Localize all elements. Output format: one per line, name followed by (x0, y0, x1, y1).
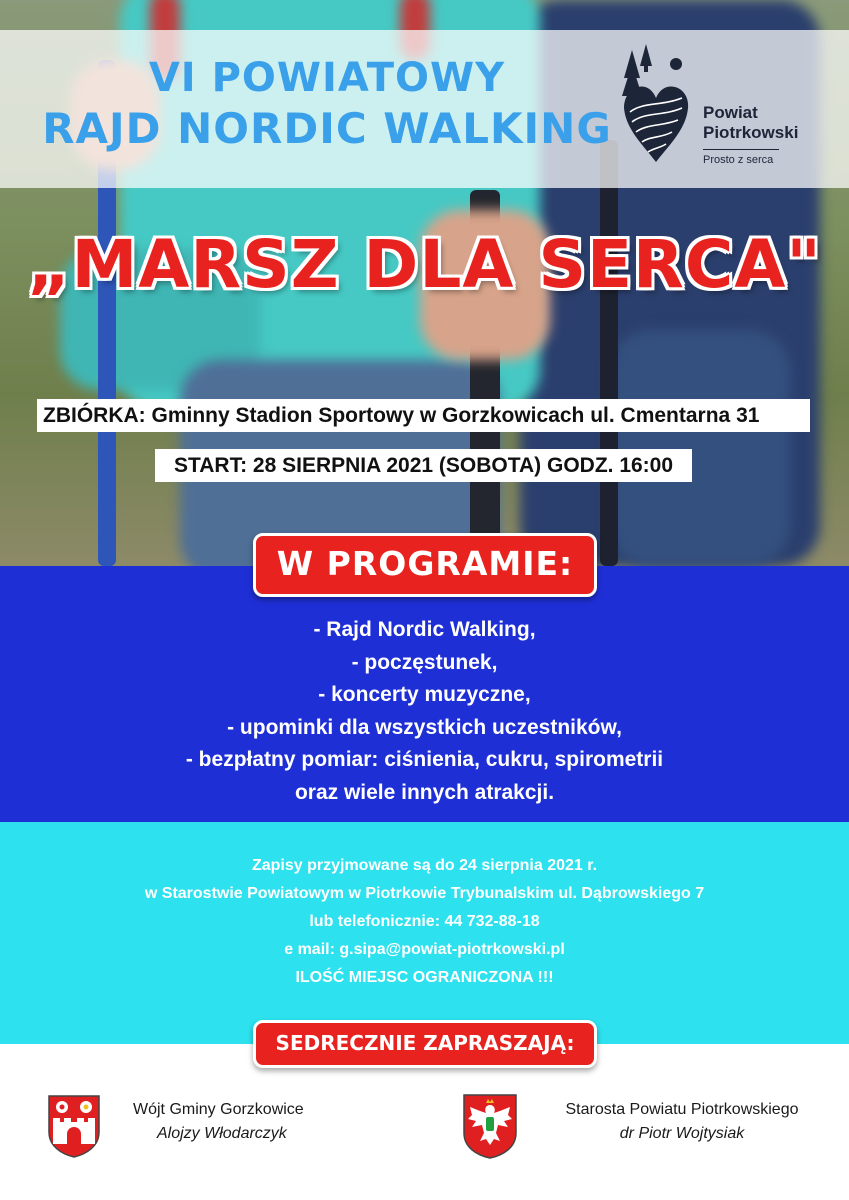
title-line-1: VI POWIATOWY (148, 55, 506, 101)
registration-limit-note: ILOŚĆ MIEJSC OGRANICZONA !!! (295, 969, 554, 986)
registration-info (0, 852, 849, 992)
host-name: Alojzy Włodarczyk (157, 1125, 287, 1142)
powiat-logo-text (703, 103, 798, 166)
logo-name-line-1: Powiat (703, 103, 758, 122)
program-item: - koncerty muzyczne, (318, 683, 531, 706)
start-time-box: START: 28 SIERPNIA 2021 (SOBOTA) GODZ. 16:00 (155, 449, 692, 482)
program-item: oraz wiele innych atrakcji. (294, 780, 555, 804)
registration-email: e mail: g.sipa@powiat-piotrkowski.pl (284, 941, 565, 958)
powiat-eagle-coat-of-arms-icon (462, 1093, 518, 1159)
powiat-logo-icon (618, 42, 694, 170)
logo-divider (703, 149, 779, 150)
program-heading-badge: W PROGRAMIE: (253, 533, 597, 597)
gorzkowice-coat-of-arms-icon (47, 1094, 101, 1158)
host-name: dr Piotr Wojtysiak (619, 1125, 745, 1142)
event-name: „MARSZ DLA SERCA" (27, 226, 822, 303)
host-signature-left (133, 1098, 304, 1146)
invite-heading-badge: SEDRECZNIE ZAPRASZAJĄ: (253, 1020, 597, 1068)
program-item: - upominki dla wszystkich uczestników, (227, 715, 622, 739)
registration-deadline: Zapisy przyjmowane są do 24 sierpnia 2021 r. (251, 857, 598, 874)
registration-address: w Starostwie Powiatowym w Piotrkowie Trybunalskim ul. Dąbrowskiego 7 (144, 885, 705, 902)
host-role: Starosta Powiatu Piotrkowskiego (565, 1101, 799, 1118)
program-list (0, 614, 849, 809)
photo-walking-pole (600, 140, 618, 566)
host-signature-right (557, 1098, 807, 1146)
host-role: Wójt Gminy Gorzkowice (133, 1101, 304, 1118)
logo-tagline: Prosto z serca (703, 154, 774, 166)
title-line-2: RAJD NORDIC WALKING (42, 104, 612, 153)
photo-jeans-right (610, 330, 790, 566)
program-item: - Rajd Nordic Walking, (313, 618, 536, 641)
event-series-title (0, 55, 654, 153)
program-item: - poczęstunek, (351, 650, 498, 674)
logo-name-line-2: Piotrkowski (703, 123, 799, 142)
meeting-point-box: ZBIÓRKA: Gminny Stadion Sportowy w Gorzkowicach ul. Cmentarna 31 (37, 399, 810, 432)
registration-phone: lub telefonicznie: 44 732-88-18 (309, 913, 540, 930)
program-item: - bezpłatny pomiar: ciśnienia, cukru, spirometrii (185, 748, 664, 771)
